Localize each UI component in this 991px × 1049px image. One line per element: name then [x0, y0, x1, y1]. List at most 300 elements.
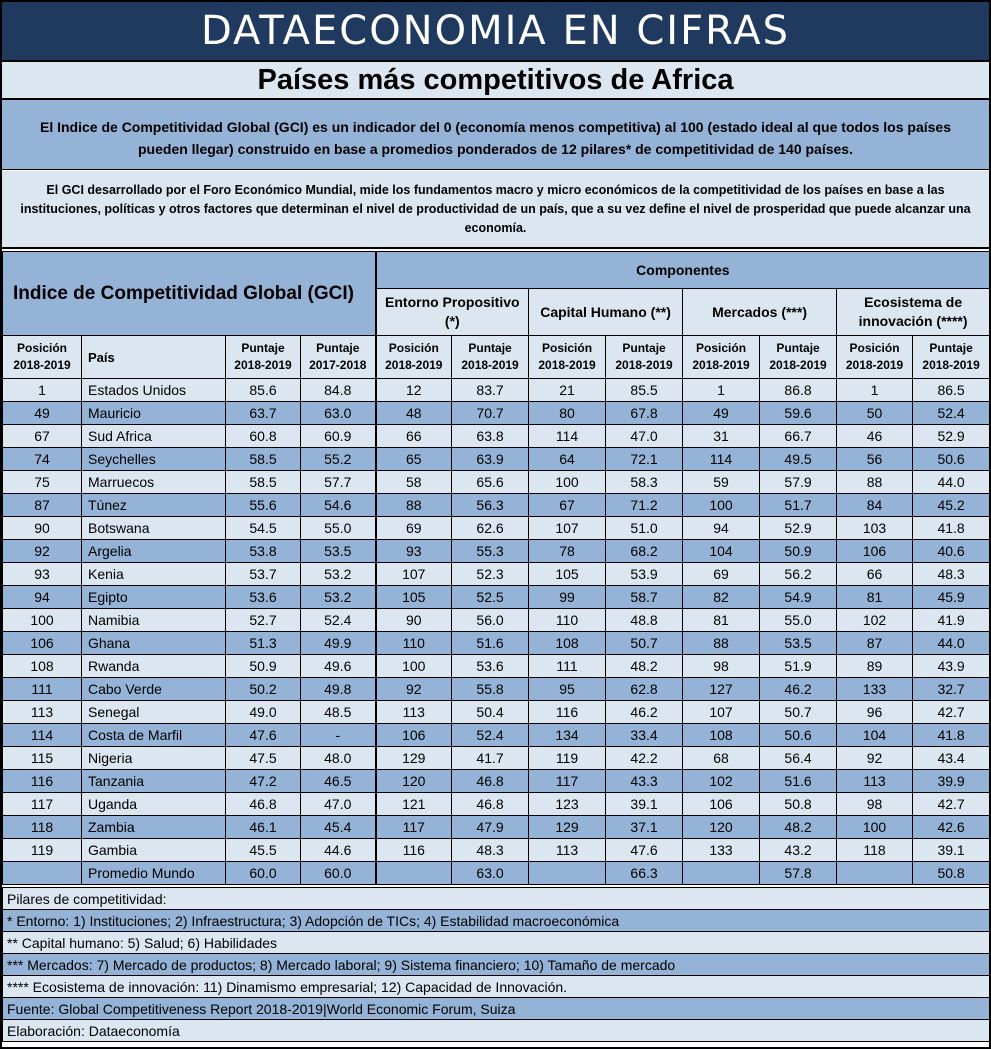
table-cell: 52.3	[452, 563, 529, 586]
table-cell: 134	[529, 724, 606, 747]
table-cell: 117	[376, 816, 452, 839]
table-cell: 74	[3, 448, 82, 471]
table-cell: 46.8	[452, 793, 529, 816]
table-cell: 48.8	[606, 609, 683, 632]
table-cell: 102	[837, 609, 913, 632]
table-row	[3, 609, 990, 632]
table-cell: 56.3	[452, 494, 529, 517]
note-line: * Entorno: 1) Instituciones; 2) Infraestructura; 3) Adopción de TICs; 4) Estabilidad macroeconómica	[3, 910, 990, 932]
table-cell: 78	[529, 540, 606, 563]
table-cell: 37.1	[606, 816, 683, 839]
table-cell: 50.9	[760, 540, 837, 563]
table-cell: 41.7	[452, 747, 529, 770]
table-cell: 1	[683, 379, 760, 402]
table-cell: 114	[3, 724, 82, 747]
table-cell: 51.6	[452, 632, 529, 655]
table-cell: 50.9	[226, 655, 301, 678]
column-header-row	[3, 336, 990, 379]
table-cell: 52.7	[226, 609, 301, 632]
table-cell: 42.6	[913, 816, 990, 839]
table-cell: 69	[683, 563, 760, 586]
innovacion-position-header: Posición 2018-2019	[837, 336, 913, 379]
table-cell: 54.5	[226, 517, 301, 540]
table-cell: 95	[529, 678, 606, 701]
table-cell: 57.8	[760, 862, 837, 885]
table-cell: 42.2	[606, 747, 683, 770]
table-cell: 53.9	[606, 563, 683, 586]
table-row	[3, 563, 990, 586]
table-cell: 65.6	[452, 471, 529, 494]
entorno-score-header: Puntaje 2018-2019	[452, 336, 529, 379]
table-row	[3, 471, 990, 494]
table-cell: 55.8	[452, 678, 529, 701]
table-cell: 42.7	[913, 793, 990, 816]
table-cell: 63.0	[301, 402, 376, 425]
table-cell: 113	[837, 770, 913, 793]
table-cell: 50.7	[760, 701, 837, 724]
table-cell: 127	[683, 678, 760, 701]
table-cell: 48	[376, 402, 452, 425]
country-cell: Mauricio	[82, 402, 226, 425]
country-cell: Túnez	[82, 494, 226, 517]
table-cell: 105	[529, 563, 606, 586]
table-cell: 53.2	[301, 586, 376, 609]
table-cell: 108	[683, 724, 760, 747]
table-cell: 118	[3, 816, 82, 839]
table-cell	[3, 862, 82, 885]
table-cell: 63.9	[452, 448, 529, 471]
table-cell: 114	[683, 448, 760, 471]
table-cell: 50	[837, 402, 913, 425]
table-cell: 56.0	[452, 609, 529, 632]
table-cell	[683, 862, 760, 885]
table-cell: 58.3	[606, 471, 683, 494]
table-row	[3, 632, 990, 655]
table-cell: 85.6	[226, 379, 301, 402]
table-cell: 47.6	[226, 724, 301, 747]
table-cell: 63.0	[452, 862, 529, 885]
table-cell: 93	[3, 563, 82, 586]
gci-table	[2, 251, 990, 885]
country-cell: Promedio Mundo	[82, 862, 226, 885]
table-cell: 89	[837, 655, 913, 678]
table-cell: 46.5	[301, 770, 376, 793]
table-cell: 49.9	[301, 632, 376, 655]
group-entorno-header: Entorno Propositivo (*)	[376, 289, 529, 336]
table-cell: 100	[376, 655, 452, 678]
table-cell: 50.2	[226, 678, 301, 701]
table-cell: 55.0	[760, 609, 837, 632]
table-cell: 50.7	[606, 632, 683, 655]
table-cell: 88	[683, 632, 760, 655]
table-cell: 107	[529, 517, 606, 540]
country-cell: Kenia	[82, 563, 226, 586]
table-cell: 43.3	[606, 770, 683, 793]
note-line: ** Capital humano: 5) Salud; 6) Habilidades	[3, 932, 990, 954]
table-cell: 57.9	[760, 471, 837, 494]
table-cell: 51.7	[760, 494, 837, 517]
mercados-score-header: Puntaje 2018-2019	[760, 336, 837, 379]
table-cell: 102	[683, 770, 760, 793]
table-cell: 55.3	[452, 540, 529, 563]
table-cell: 90	[3, 517, 82, 540]
table-cell: 47.0	[606, 425, 683, 448]
table-cell: 50.6	[913, 448, 990, 471]
table-row	[3, 586, 990, 609]
table-cell: 47.6	[606, 839, 683, 862]
table-cell: 92	[376, 678, 452, 701]
table-cell: 52.4	[452, 724, 529, 747]
table-cell: 56	[837, 448, 913, 471]
table-cell: 67.8	[606, 402, 683, 425]
table-cell: 50.8	[760, 793, 837, 816]
table-cell: 119	[3, 839, 82, 862]
table-cell: 86.5	[913, 379, 990, 402]
table-cell: 56.2	[760, 563, 837, 586]
capital-score-header: Puntaje 2018-2019	[606, 336, 683, 379]
table-row	[3, 793, 990, 816]
table-cell: 84.8	[301, 379, 376, 402]
table-cell: 48.5	[301, 701, 376, 724]
table-cell: 53.7	[226, 563, 301, 586]
table-cell: 51.6	[760, 770, 837, 793]
table-cell: 31	[683, 425, 760, 448]
table-cell: 47.9	[452, 816, 529, 839]
country-cell: Senegal	[82, 701, 226, 724]
table-row	[3, 816, 990, 839]
table-cell: 75	[3, 471, 82, 494]
table-cell: 33.4	[606, 724, 683, 747]
table-cell: 94	[3, 586, 82, 609]
table-cell: 45.4	[301, 816, 376, 839]
table-cell: 63.7	[226, 402, 301, 425]
table-cell: 47.0	[301, 793, 376, 816]
table-cell: 42.7	[913, 701, 990, 724]
table-cell: 104	[837, 724, 913, 747]
table-row	[3, 494, 990, 517]
table-cell: 53.5	[760, 632, 837, 655]
table-cell	[529, 862, 606, 885]
table-cell: 106	[837, 540, 913, 563]
country-cell: Cabo Verde	[82, 678, 226, 701]
table-cell: 116	[376, 839, 452, 862]
table-cell: 111	[529, 655, 606, 678]
table-cell: 69	[376, 517, 452, 540]
table-cell: 48.0	[301, 747, 376, 770]
table-cell: 113	[376, 701, 452, 724]
table-cell: 48.3	[452, 839, 529, 862]
table-cell: 133	[837, 678, 913, 701]
table-cell: 115	[3, 747, 82, 770]
table-cell: 46.8	[452, 770, 529, 793]
table-cell: 49	[683, 402, 760, 425]
table-cell: 67	[529, 494, 606, 517]
table-row	[3, 678, 990, 701]
group-capital-humano-header: Capital Humano (**)	[529, 289, 683, 336]
table-cell: 94	[683, 517, 760, 540]
table-cell: 52.9	[760, 517, 837, 540]
country-cell: Gambia	[82, 839, 226, 862]
table-cell: 66.7	[760, 425, 837, 448]
gci-score-2018-header: Puntaje 2018-2019	[226, 336, 301, 379]
country-cell: Zambia	[82, 816, 226, 839]
table-row	[3, 402, 990, 425]
gci-table-body	[3, 379, 990, 885]
table-cell: 51.9	[760, 655, 837, 678]
table-cell: 41.9	[913, 609, 990, 632]
table-cell: 100	[529, 471, 606, 494]
table-cell: 68.2	[606, 540, 683, 563]
table-cell: 105	[376, 586, 452, 609]
table-cell: 52.5	[452, 586, 529, 609]
table-cell: 118	[837, 839, 913, 862]
table-cell: 120	[683, 816, 760, 839]
table-cell: 117	[529, 770, 606, 793]
table-cell: 121	[376, 793, 452, 816]
table-cell: 59.6	[760, 402, 837, 425]
table-cell: 82	[683, 586, 760, 609]
table-cell: 64	[529, 448, 606, 471]
table-cell: 32.7	[913, 678, 990, 701]
table-cell: 81	[683, 609, 760, 632]
table-cell: 44.6	[301, 839, 376, 862]
table-cell: 58.5	[226, 471, 301, 494]
table-cell: 88	[376, 494, 452, 517]
table-cell: 52.9	[913, 425, 990, 448]
table-cell: 60.9	[301, 425, 376, 448]
table-cell: 133	[683, 839, 760, 862]
gci-score-2017-header: Puntaje 2017-2018	[301, 336, 376, 379]
table-cell: 100	[3, 609, 82, 632]
table-cell: 45.9	[913, 586, 990, 609]
table-cell: 45.2	[913, 494, 990, 517]
table-cell: 107	[683, 701, 760, 724]
table-row	[3, 540, 990, 563]
table-cell: 60.0	[301, 862, 376, 885]
table-cell: 99	[529, 586, 606, 609]
table-row	[3, 379, 990, 402]
table-cell: 49.0	[226, 701, 301, 724]
table-cell: 87	[837, 632, 913, 655]
table-cell: 80	[529, 402, 606, 425]
table-cell: 58.7	[606, 586, 683, 609]
country-cell: Nigeria	[82, 747, 226, 770]
table-cell: 116	[529, 701, 606, 724]
table-cell: 92	[3, 540, 82, 563]
table-cell: 66.3	[606, 862, 683, 885]
table-cell: 81	[837, 586, 913, 609]
table-cell: 54.9	[760, 586, 837, 609]
table-cell: 110	[376, 632, 452, 655]
table-cell: 48.2	[606, 655, 683, 678]
table-cell: 53.2	[301, 563, 376, 586]
table-cell: 53.5	[301, 540, 376, 563]
table-cell: 62.6	[452, 517, 529, 540]
table-cell: 47.5	[226, 747, 301, 770]
table-cell: 53.8	[226, 540, 301, 563]
country-cell: Namibia	[82, 609, 226, 632]
country-cell: Egipto	[82, 586, 226, 609]
table-cell: 54.6	[301, 494, 376, 517]
table-cell: 46.1	[226, 816, 301, 839]
table-cell: 119	[529, 747, 606, 770]
table-cell: 86.8	[760, 379, 837, 402]
table-cell: 44.0	[913, 471, 990, 494]
table-cell: 43.9	[913, 655, 990, 678]
country-header: País	[82, 336, 226, 379]
note-line: Pilares de competitividad:	[3, 888, 990, 910]
table-row	[3, 701, 990, 724]
table-cell: 46.2	[606, 701, 683, 724]
table-row	[3, 862, 990, 885]
table-cell: 52.4	[301, 609, 376, 632]
table-cell: 50.8	[913, 862, 990, 885]
table-cell: 46.8	[226, 793, 301, 816]
table-row	[3, 724, 990, 747]
table-cell: 41.8	[913, 517, 990, 540]
table-row	[3, 425, 990, 448]
table-cell: 49	[3, 402, 82, 425]
table-cell: 98	[837, 793, 913, 816]
group-mercados-header: Mercados (***)	[683, 289, 837, 336]
table-cell: 66	[376, 425, 452, 448]
table-cell: 39.9	[913, 770, 990, 793]
table-cell: 108	[529, 632, 606, 655]
table-cell: 111	[3, 678, 82, 701]
table-row	[3, 839, 990, 862]
table-cell: 68	[683, 747, 760, 770]
table-cell: 58.5	[226, 448, 301, 471]
table-cell: 57.7	[301, 471, 376, 494]
table-cell: 67	[3, 425, 82, 448]
table-cell: 52.4	[913, 402, 990, 425]
table-row	[3, 747, 990, 770]
table-cell: 129	[529, 816, 606, 839]
table-cell: 49.5	[760, 448, 837, 471]
table-cell: 100	[837, 816, 913, 839]
group-innovacion-header: Ecosistema de innovación (****)	[837, 289, 990, 336]
table-cell: 104	[683, 540, 760, 563]
country-cell: Estados Unidos	[82, 379, 226, 402]
table-cell: 40.6	[913, 540, 990, 563]
table-cell: 100	[683, 494, 760, 517]
table-cell: 53.6	[452, 655, 529, 678]
country-cell: Botswana	[82, 517, 226, 540]
entorno-position-header: Posición 2018-2019	[376, 336, 452, 379]
note-line: Fuente: Global Competitiveness Report 2018-2019|World Economic Forum, Suiza	[3, 998, 990, 1020]
page-title: Países más competitivos de Africa	[2, 62, 989, 100]
table-cell: 1	[837, 379, 913, 402]
table-cell: 50.4	[452, 701, 529, 724]
note-line: **** Ecosistema de innovación: 11) Dinamismo empresarial; 12) Capacidad de Innovación.	[3, 976, 990, 998]
table-cell: 106	[3, 632, 82, 655]
table-cell: 107	[376, 563, 452, 586]
table-cell: 98	[683, 655, 760, 678]
table-cell: 88	[837, 471, 913, 494]
table-cell: 45.5	[226, 839, 301, 862]
table-cell: 65	[376, 448, 452, 471]
table-cell: 110	[529, 609, 606, 632]
gci-title-header: Indice de Competitividad Global (GCI)	[3, 252, 376, 336]
table-cell: 120	[376, 770, 452, 793]
table-cell: 66	[837, 563, 913, 586]
notes-table	[2, 887, 990, 1042]
gci-position-header: Posición 2018-2019	[3, 336, 82, 379]
country-cell: Marruecos	[82, 471, 226, 494]
table-cell: 59	[683, 471, 760, 494]
note-line: Elaboración: Dataeconomía	[3, 1020, 990, 1042]
table-cell: 46.2	[760, 678, 837, 701]
table-cell: 50.6	[760, 724, 837, 747]
table-cell: -	[301, 724, 376, 747]
table-cell: 39.1	[606, 793, 683, 816]
table-row	[3, 517, 990, 540]
banner-title: DATAECONOMIA EN CIFRAS	[2, 2, 989, 62]
table-row	[3, 448, 990, 471]
table-cell: 129	[376, 747, 452, 770]
description-gci-definition: El Indice de Competitividad Global (GCI) es un indicador del 0 (economía menos competitiva) al 100 (estado ideal al que todos los países pueden llegar) construido en base a promedios ponderados de 12 pilares* de competitividad de 140 países.	[2, 100, 989, 170]
table-cell: 96	[837, 701, 913, 724]
capital-position-header: Posición 2018-2019	[529, 336, 606, 379]
table-row	[3, 770, 990, 793]
table-cell: 44.0	[913, 632, 990, 655]
table-cell: 49.8	[301, 678, 376, 701]
table-cell: 53.6	[226, 586, 301, 609]
table-cell: 55.2	[301, 448, 376, 471]
table-cell: 49.6	[301, 655, 376, 678]
table-cell: 93	[376, 540, 452, 563]
table-cell: 21	[529, 379, 606, 402]
table-cell: 113	[529, 839, 606, 862]
country-cell: Tanzania	[82, 770, 226, 793]
mercados-position-header: Posición 2018-2019	[683, 336, 760, 379]
note-line: *** Mercados: 7) Mercado de productos; 8) Mercado laboral; 9) Sistema financiero; 10) Tamaño de mercado	[3, 954, 990, 976]
table-cell: 58	[376, 471, 452, 494]
components-header: Componentes	[376, 252, 990, 289]
table-cell: 85.5	[606, 379, 683, 402]
table-cell: 83.7	[452, 379, 529, 402]
table-cell: 47.2	[226, 770, 301, 793]
table-cell: 62.8	[606, 678, 683, 701]
table-row	[3, 655, 990, 678]
country-cell: Costa de Marfil	[82, 724, 226, 747]
table-cell: 106	[683, 793, 760, 816]
table-cell: 56.4	[760, 747, 837, 770]
description-gci-methodology: El GCI desarrollado por el Foro Económico Mundial, mide los fundamentos macro y micro económicos de la competitividad de los países en base a las instituciones, políticas y otros factores que determinan el nivel de productividad de un país, que a su vez define el nivel de prosperidad que puede alcanzar una economía.	[2, 171, 989, 249]
table-cell: 103	[837, 517, 913, 540]
country-cell: Rwanda	[82, 655, 226, 678]
table-cell: 46	[837, 425, 913, 448]
country-cell: Uganda	[82, 793, 226, 816]
table-cell: 72.1	[606, 448, 683, 471]
table-cell: 55.6	[226, 494, 301, 517]
table-cell: 55.0	[301, 517, 376, 540]
country-cell: Ghana	[82, 632, 226, 655]
table-cell: 113	[3, 701, 82, 724]
table-cell: 70.7	[452, 402, 529, 425]
table-cell: 108	[3, 655, 82, 678]
table-cell: 12	[376, 379, 452, 402]
table-cell: 48.3	[913, 563, 990, 586]
country-cell: Sud Africa	[82, 425, 226, 448]
table-cell: 43.4	[913, 747, 990, 770]
table-cell: 43.2	[760, 839, 837, 862]
table-cell: 51.0	[606, 517, 683, 540]
table-cell: 48.2	[760, 816, 837, 839]
table-cell	[837, 862, 913, 885]
innovacion-score-header: Puntaje 2018-2019	[913, 336, 990, 379]
table-cell: 90	[376, 609, 452, 632]
